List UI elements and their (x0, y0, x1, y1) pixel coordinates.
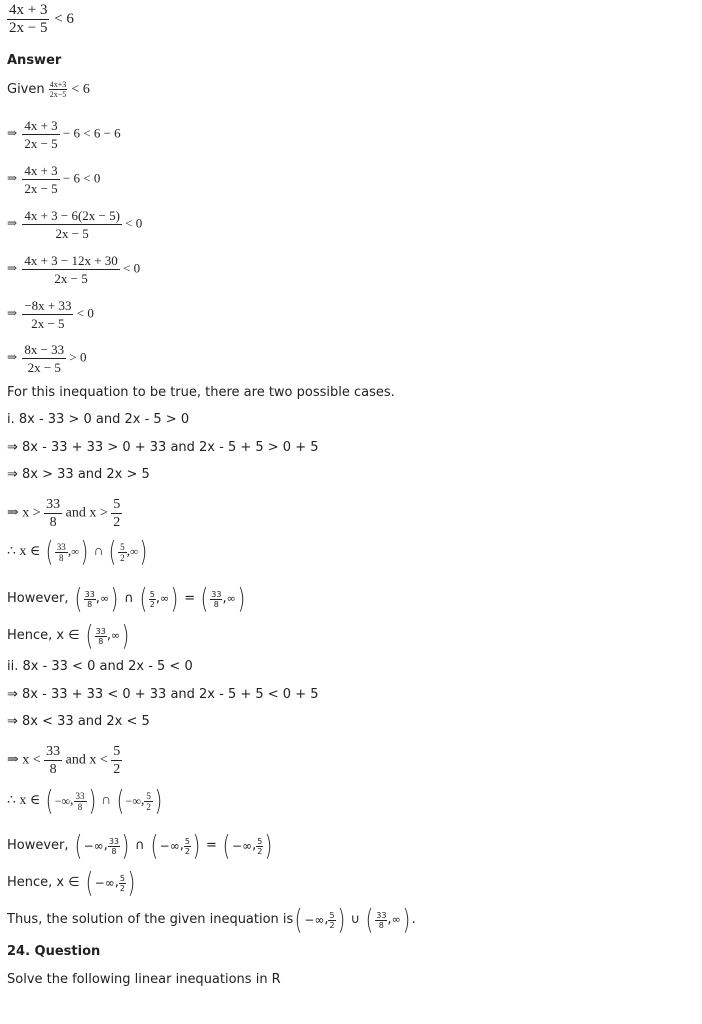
split-prefix: ⇒ x < (7, 752, 41, 768)
fraction-denominator: 8 (378, 920, 384, 930)
implies-icon: ⇒ (7, 350, 18, 365)
neg-infinity-symbol: −∞ (83, 839, 104, 853)
fraction-denominator: 8 (87, 599, 93, 609)
given-line (7, 80, 90, 99)
comma: , (324, 912, 329, 927)
neg-infinity-symbol: −∞ (54, 794, 71, 808)
hence-label: Hence, x ∈ (7, 875, 80, 890)
neg-infinity-symbol: −∞ (125, 794, 141, 808)
case1-however: However, ( $\frac{33}{8}$ ,∞) ∩ ( $\frac{5}{2}$ ,∞) = ( $\frac{33}{8}$ ,∞) (7, 582, 246, 615)
fraction-numerator: 33 (211, 589, 222, 599)
fraction-denominator: 8 (98, 636, 104, 646)
problem-inequation (7, 2, 74, 37)
step-3 (7, 207, 142, 242)
equals-symbol: = (206, 838, 217, 853)
given-relation: < 6 (71, 82, 90, 97)
step-1 (7, 117, 121, 152)
infinity-symbol: ∞ (391, 913, 401, 926)
infinity-symbol: ∞ (99, 592, 110, 605)
case2-therefore: ∴ x ∈ ( −∞, $\frac{33}{8}$ ) ∩ ( −∞, $\frac{5}{2}$ ) (7, 784, 163, 817)
fraction-numerator: 33 (46, 497, 61, 512)
step-relation: < 0 (76, 305, 94, 321)
next-question-heading: 24. Question (7, 944, 101, 959)
fraction-denominator: 8 (58, 552, 64, 563)
fraction-numerator: 5 (119, 873, 125, 883)
intersection-symbol: ∩ (124, 591, 134, 606)
comma: , (222, 591, 227, 606)
case1-step-simplify: ⇒ 8x > 33 and 2x > 5 (7, 467, 150, 482)
step-relation: > 0 (69, 349, 87, 365)
step-relation: < 0 (125, 215, 143, 231)
infinity-symbol: ∞ (110, 629, 121, 642)
comma: , (67, 544, 72, 559)
case2-step-simplify: ⇒ 8x < 33 and 2x < 5 (7, 714, 150, 729)
step-denominator: 2x − 5 (24, 181, 58, 196)
step-denominator: 2x − 5 (27, 360, 61, 375)
fraction-denominator: 2 (257, 846, 263, 856)
therefore-label: ∴ x ∈ (7, 793, 41, 808)
neg-infinity-symbol: −∞ (94, 876, 115, 890)
neg-infinity-symbol: −∞ (304, 913, 325, 927)
step-denominator: 2x − 5 (54, 271, 88, 286)
fraction-numerator: 5 (120, 541, 125, 552)
step-numerator: 4x + 3 (24, 118, 58, 133)
case2-split (7, 743, 122, 778)
case1-step-add: ⇒ 8x - 33 + 33 > 0 + 33 and 2x - 5 + 5 > 0 + 5 (7, 440, 319, 455)
implies-icon: ⇒ (7, 216, 18, 231)
therefore-label: ∴ x ∈ (7, 544, 41, 559)
step-denominator: 2x − 5 (31, 316, 65, 331)
hence-label: Hence, x ∈ (7, 628, 80, 643)
fraction-denominator: 2 (184, 846, 190, 856)
thus-label: Thus, the solution of the given inequation is (7, 912, 294, 927)
case1-condition: i. 8x - 33 > 0 and 2x - 5 > 0 (7, 412, 190, 427)
fraction-denominator: 2 (329, 920, 335, 930)
step-numerator: −8x + 33 (24, 298, 72, 313)
fraction-denominator: 2 (119, 883, 125, 893)
fraction-numerator: 33 (84, 589, 95, 599)
fraction-numerator: 33 (95, 626, 106, 636)
step-numerator: 4x + 3 − 6(2x − 5) (24, 208, 120, 223)
infinity-symbol: ∞ (226, 592, 236, 605)
comma: , (140, 793, 145, 808)
fraction-numerator: 33 (75, 790, 85, 801)
step-numerator: 8x − 33 (24, 342, 65, 357)
fraction-numerator: 5 (329, 910, 335, 920)
case2-condition: ii. 8x - 33 < 0 and 2x - 5 < 0 (7, 659, 193, 674)
split-middle: and x > (65, 505, 108, 521)
period: . (411, 912, 416, 927)
fraction-numerator: 5 (184, 836, 190, 846)
implies-icon: ⇒ (7, 261, 18, 276)
fraction-denominator: 8 (213, 599, 219, 609)
step-4 (7, 252, 140, 287)
intersection-symbol: ∩ (100, 793, 112, 808)
fraction-denominator: 8 (77, 801, 83, 812)
fraction-denominator: 8 (49, 515, 57, 530)
fraction-numerator: 5 (113, 744, 121, 759)
implies-icon: ⇒ (7, 306, 18, 321)
problem-denominator: 2x − 5 (9, 20, 48, 36)
neg-infinity-symbol: −∞ (159, 839, 180, 853)
fraction-denominator: 8 (111, 846, 117, 856)
comma: , (106, 628, 111, 643)
cases-intro: For this inequation to be true, there are two possible cases. (7, 385, 395, 400)
case2-however: However, ( −∞, $\frac{33}{8}$ ) ∩ ( −∞, $\frac{5}{2}$ ) = ( −∞, $\frac{5}{2}$ ) (7, 829, 273, 862)
fraction-numerator: 33 (46, 744, 61, 759)
neg-infinity-symbol: −∞ (232, 839, 253, 853)
case1-hence: Hence, x ∈ ( $\frac{33}{8}$ ,∞) (7, 619, 130, 652)
comma: , (252, 838, 257, 853)
case1-split (7, 496, 122, 531)
fraction-numerator: 33 (376, 910, 387, 920)
step-denominator: 2x − 5 (24, 136, 58, 151)
problem-relation: < 6 (54, 10, 74, 27)
fraction-numerator: 5 (149, 589, 155, 599)
step-relation: < 0 (123, 260, 141, 276)
comma: , (70, 793, 74, 808)
infinity-symbol: ∞ (130, 546, 138, 558)
fraction-denominator: 2 (149, 599, 155, 609)
fraction-denominator: 2 (120, 552, 125, 563)
next-question-instruction: Solve the following linear inequations in R (7, 972, 281, 987)
however-label: However, (7, 838, 69, 853)
problem-numerator: 4x + 3 (9, 2, 48, 18)
case1-therefore: ∴ x ∈ ( $\frac{33}{8}$ ,∞) ∩ ( $\frac{5}{2}$ ,∞) (7, 535, 148, 568)
comma: , (103, 838, 108, 853)
step-6 (7, 341, 87, 376)
infinity-symbol: ∞ (71, 546, 80, 558)
step-relation: − 6 < 6 − 6 (62, 125, 121, 141)
solution-statement: Thus, the solution of the given inequation is( −∞, $\frac{5}{2}$ ) ∪ ( $\frac{33}{8}$ ,∞) . (7, 903, 416, 936)
answer-heading: Answer (7, 53, 62, 68)
fraction-denominator: 2 (146, 801, 151, 812)
step-5 (7, 297, 94, 332)
case2-hence: Hence, x ∈ ( −∞, $\frac{5}{2}$ ) (7, 866, 136, 899)
implies-icon: ⇒ (7, 126, 18, 141)
equals-symbol: = (184, 591, 196, 606)
comma: , (179, 838, 184, 853)
implies-icon: ⇒ (7, 171, 18, 186)
fraction-numerator: 5 (146, 790, 151, 801)
comma: , (155, 591, 161, 606)
fraction-denominator: 2 (113, 762, 121, 777)
step-relation: − 6 < 0 (62, 170, 101, 186)
step-2 (7, 162, 100, 197)
however-label: However, (7, 591, 69, 606)
intersection-symbol: ∩ (93, 544, 104, 559)
step-numerator: 4x + 3 (24, 163, 58, 178)
split-prefix: ⇒ x > (7, 505, 41, 521)
comma: , (126, 544, 131, 559)
intersection-symbol: ∩ (135, 838, 145, 853)
fraction-numerator: 33 (108, 836, 119, 846)
comma: , (114, 875, 119, 890)
fraction-denominator: 2 (113, 515, 121, 530)
infinity-symbol: ∞ (160, 592, 170, 605)
given-denominator: 2x−5 (49, 90, 67, 99)
fraction-denominator: 8 (49, 762, 57, 777)
given-numerator: 4x+3 (49, 80, 67, 89)
step-numerator: 4x + 3 − 12x + 30 (24, 253, 118, 268)
case2-step-add: ⇒ 8x - 33 + 33 < 0 + 33 and 2x - 5 + 5 < 0 + 5 (7, 687, 319, 702)
step-denominator: 2x − 5 (55, 226, 89, 241)
union-symbol: ∪ (350, 912, 361, 927)
comma: , (95, 591, 100, 606)
fraction-numerator: 5 (257, 836, 263, 846)
split-middle: and x < (65, 752, 108, 768)
fraction-numerator: 5 (113, 497, 121, 512)
comma: , (387, 912, 392, 927)
fraction-numerator: 33 (56, 541, 66, 552)
given-word: Given (7, 82, 45, 97)
